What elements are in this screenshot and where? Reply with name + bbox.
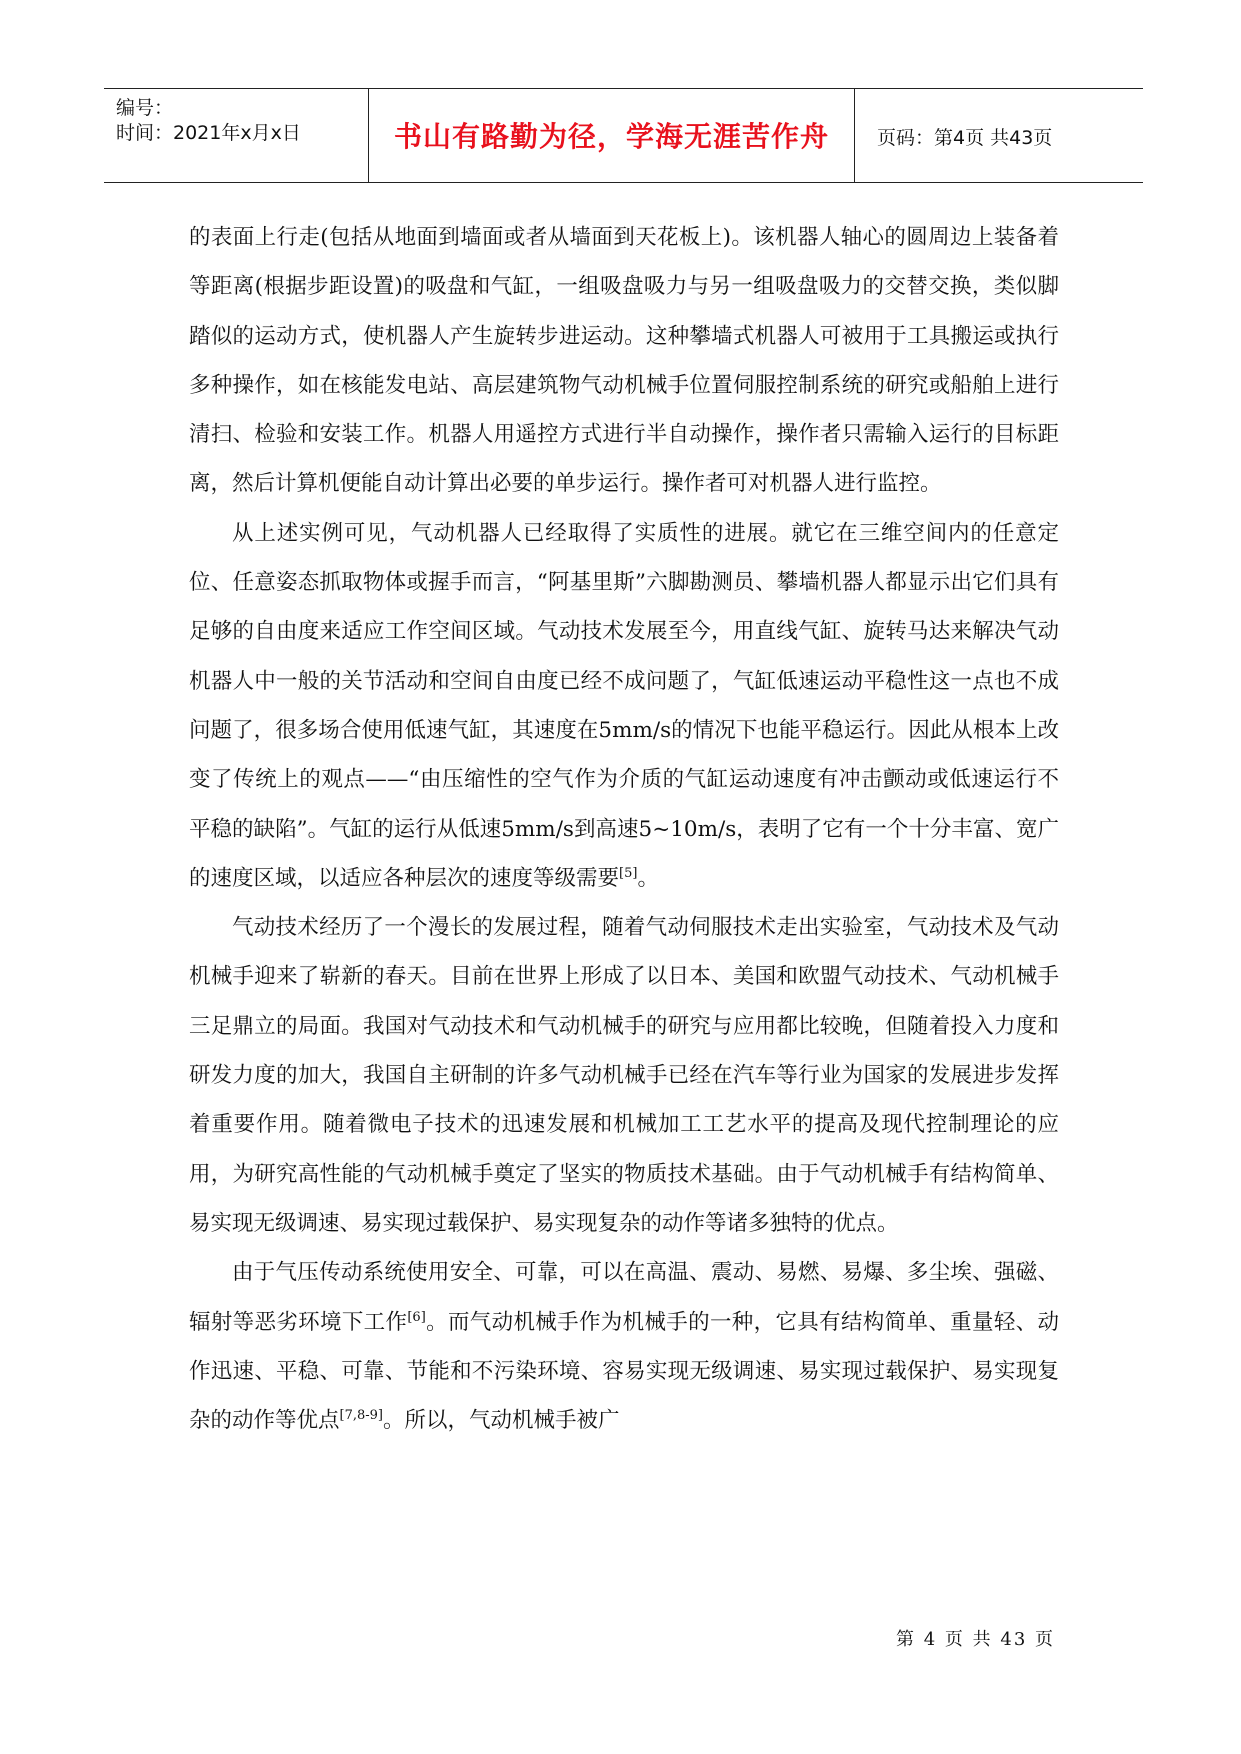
paragraph-4-text-b: 。而气动机械手作为机械手的一种，它具有结构简单、重量轻、动作迅速、平稳、可靠、节能和不污染环境、容易实现无级调速、易实现过载保护、易实现复杂的动作等优点 (189, 1309, 1059, 1434)
document-body (189, 213, 1059, 1445)
page-footer: 第 4 页 共 43 页 (896, 1629, 1055, 1650)
citation-5: [5] (619, 865, 638, 881)
paragraph-3: 气动技术经历了一个漫长的发展过程，随着气动伺服技术走出实验室，气动技术及气动机械手迎来了崭新的春天。目前在世界上形成了以日本、美国和欧盟气动技术、气动机械手三足鼎立的局面。我国对气动技术和气动机械手的研究与应用都比较晚，但随着投入力度和研发力度的加大，我国自主研制的许多气动机械手已经在汽车等行业为国家的发展进步发挥着重要作用。随着微电子技术的迅速发展和机械加工工艺水平的提高及现代控制理论的应用，为研究高性能的气动机械手奠定了坚实的物质技术基础。由于气动机械手有结构简单、易实现无级调速、易实现过载保护、易实现复杂的动作等诸多独特的优点。 (189, 915, 1059, 1236)
header-motto-cell (368, 89, 855, 182)
citation-7-9: [7,8-9] (339, 1408, 383, 1424)
paragraph-4-text-c: 。所以，气动机械手被广 (383, 1408, 620, 1434)
paragraph-2-text: 从上述实例可见，气动机器人已经取得了实质性的进展。就它在三维空间内的任意定位、任意姿态抓取物体或握手而言，“阿基里斯”六脚勘测员、攀墙机器人都显示出它们具有足够的自由度来适应工作空间区域。气动技术发展至今，用直线气缸、旋转马达来解决气动机器人中一般的关节活动和空间自由度已经不成问题了，气缸低速运动平稳性这一点也不成问题了，很多场合使用低速气缸，其速度在5mm/s的情况下也能平稳运行。因此从根本上改变了传统上的观点——“由压缩性的空气作为介质的气缸运动速度有冲击颤动或低速运行不平稳的缺陷”。气缸的运行从低速5mm/s到高速5~10m/s，表明了它有一个十分丰富、宽广的速度区域，以适应各种层次的速度等级需要 (189, 520, 1059, 891)
citation-6: [6] (407, 1309, 426, 1325)
paragraph-2-end: 。 (637, 865, 659, 891)
time-label: 时间：2021年x月x日 (116, 122, 301, 144)
paragraph-4 (189, 1248, 1059, 1445)
header-page-cell (855, 89, 1143, 182)
paragraph-2 (189, 509, 1059, 903)
paragraph-1: 的表面上行走(包括从地面到墙面或者从墙面到天花板上)。该机器人轴心的圆周边上装备着等距离(根据步距设置)的吸盘和气缸，一组吸盘吸力与另一组吸盘吸力的交替交换，类似脚踏似的运动方式，使机器人产生旋转步进运动。这种攀墙式机器人可被用于工具搬运或执行多种操作，如在核能发电站、高层建筑物气动机械手位置伺服控制系统的研究或船舶上进行清扫、检验和安装工作。机器人用遥控方式进行半自动操作，操作者只需输入运行的目标距离，然后计算机便能自动计算出必要的单步运行。操作者可对机器人进行监控。 (189, 225, 1059, 497)
header-page-code: 页码：第4页 共43页 (877, 127, 1053, 149)
header-meta-cell (104, 89, 368, 182)
header-motto: 书山有路勤为径，学海无涯苦作舟 (393, 120, 829, 153)
serial-label: 编号： (116, 97, 174, 119)
document-header (104, 88, 1143, 183)
paragraph-4-text-a: 由于气压传动系统使用安全、可靠，可以在高温、震动、易燃、易爆、多尘埃、强磁、辐射等恶劣环境下工作 (189, 1260, 1059, 1335)
